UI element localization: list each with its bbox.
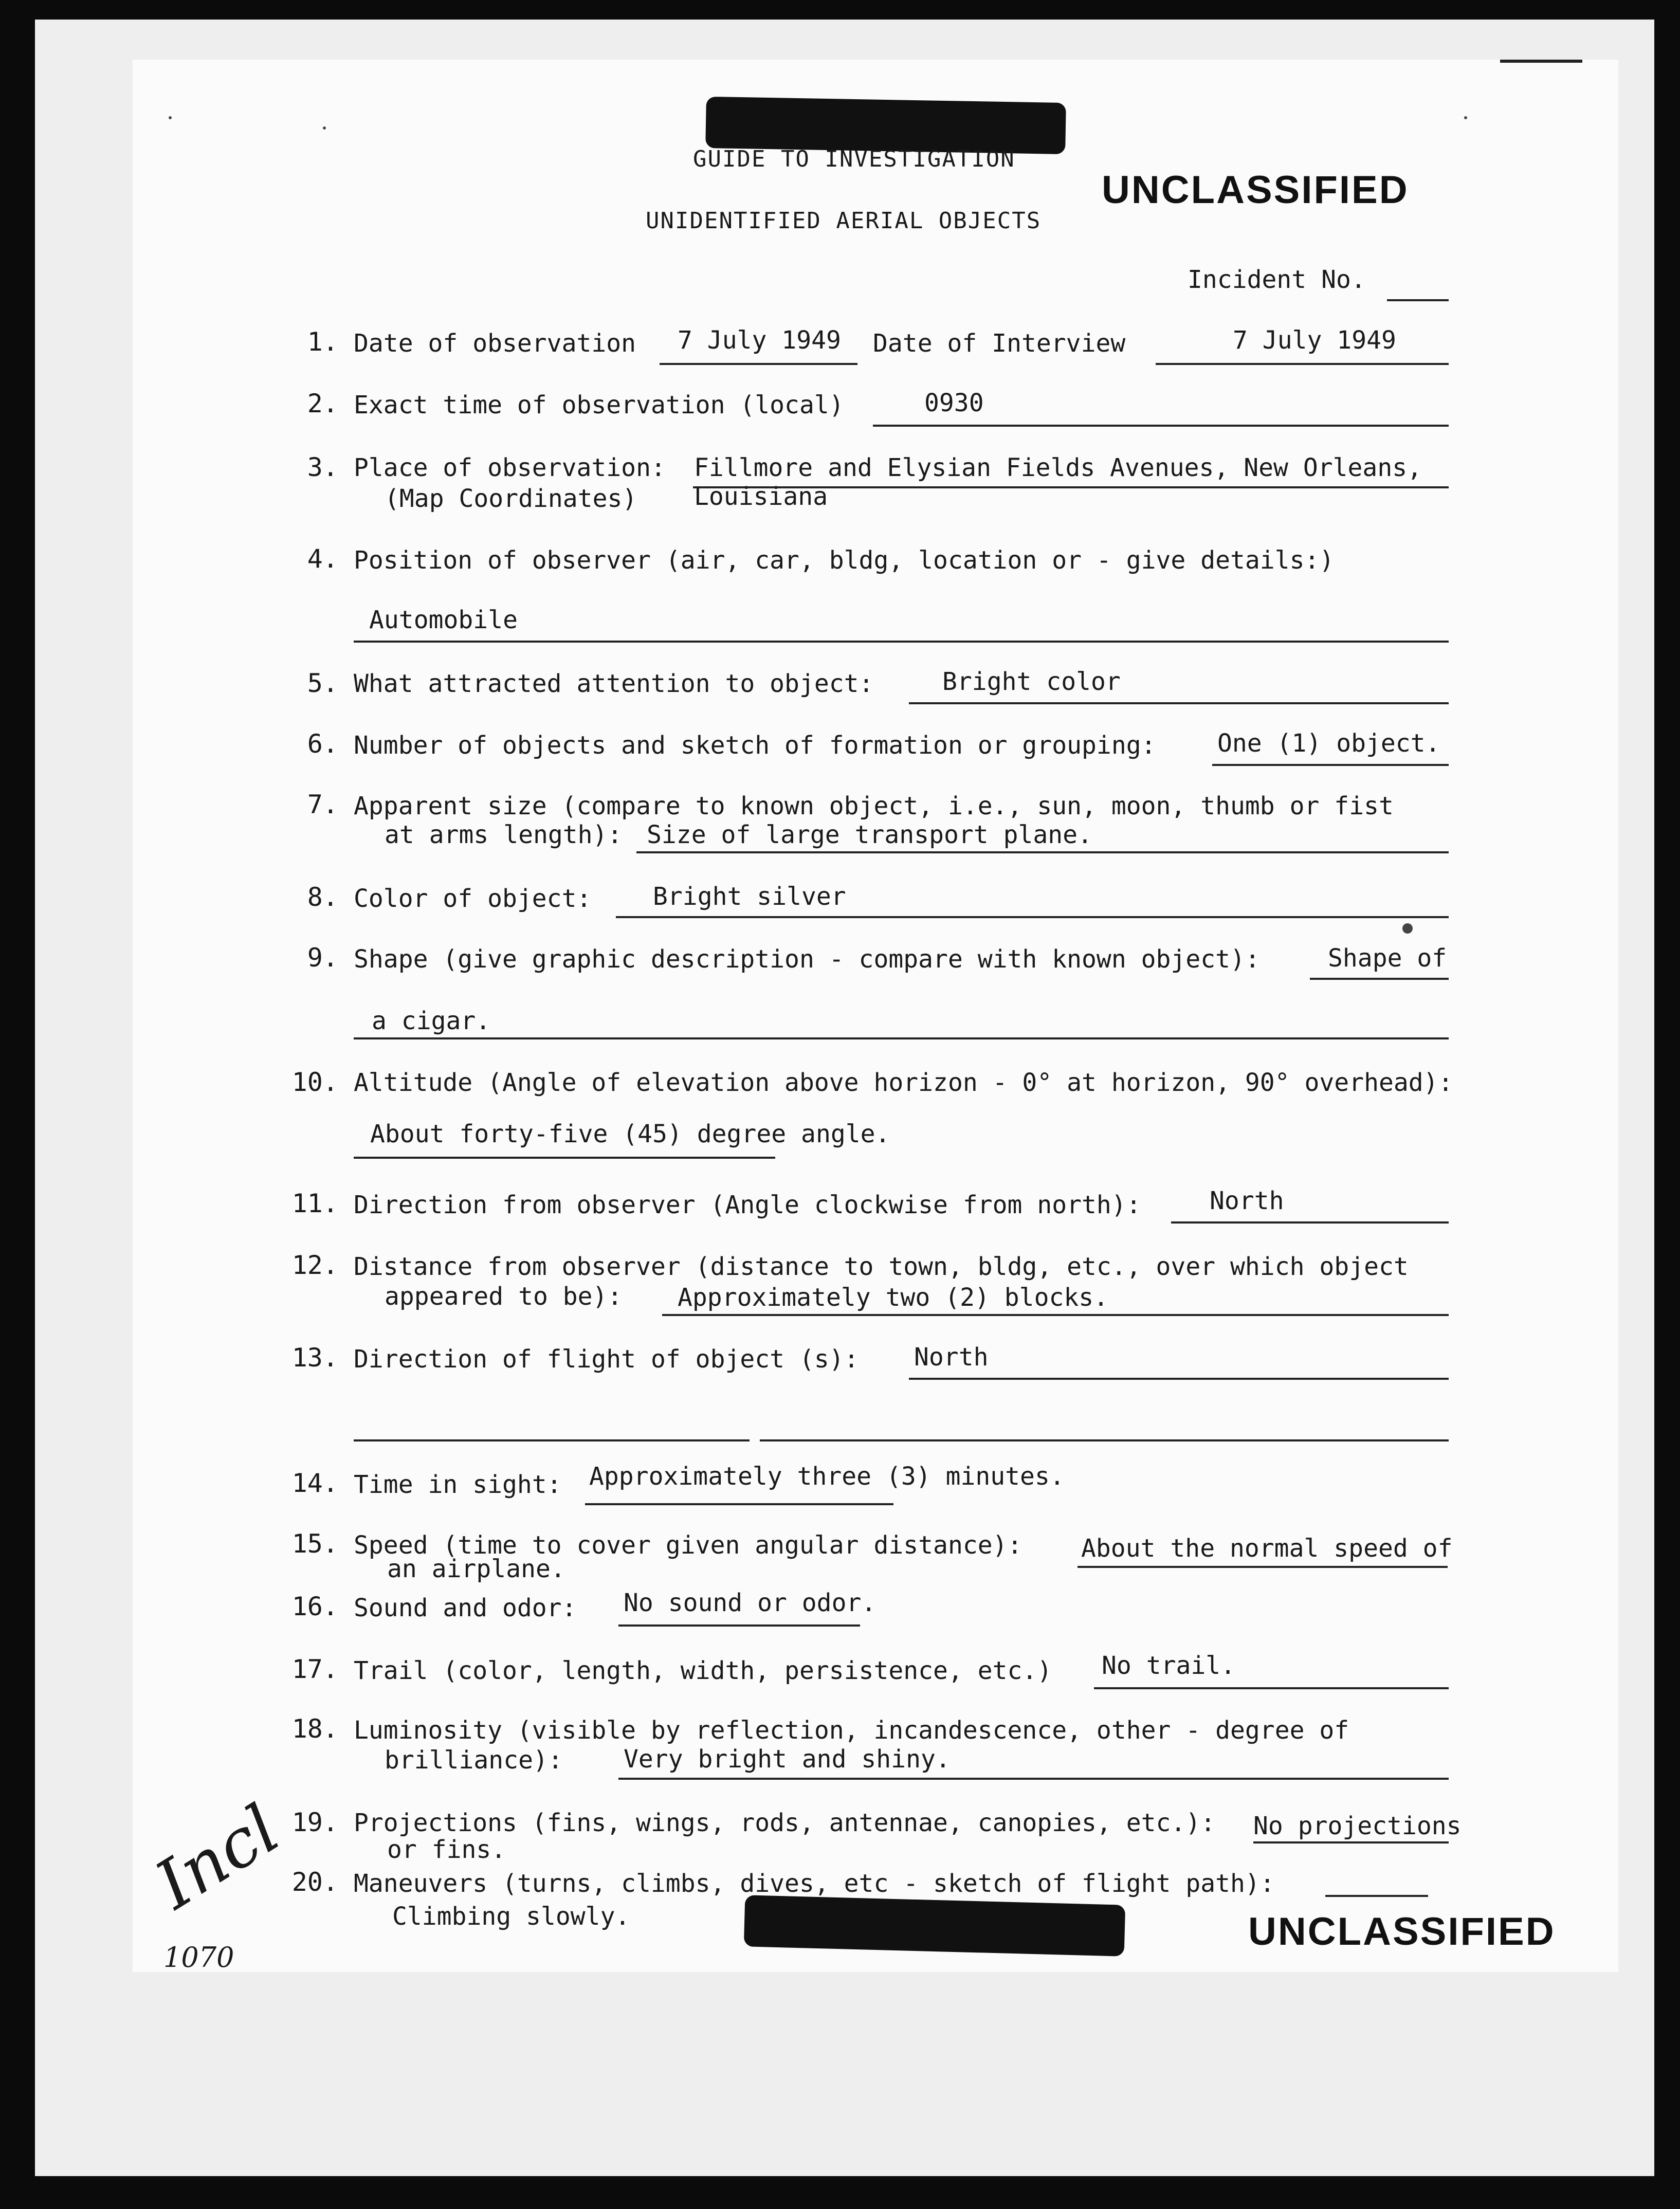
item-number: 13. — [291, 1343, 338, 1373]
item-answer: North — [914, 1343, 989, 1372]
classification-stamp-bottom: UNCLASSIFIED — [1248, 1910, 1556, 1954]
speck — [1464, 116, 1467, 119]
classification-stamp-top: UNCLASSIFIED — [1102, 168, 1409, 212]
answer-line — [354, 641, 1449, 643]
item-number: 12. — [291, 1250, 338, 1280]
item-answer: About forty-five (45) degree angle. — [370, 1120, 890, 1148]
item-label: Time in sight: — [354, 1470, 562, 1499]
item-answer: 0930 — [924, 389, 984, 417]
item-label: Luminosity (visible by reflection, incandescence, other - degree of — [354, 1716, 1349, 1745]
speck — [169, 116, 172, 119]
item-label: Place of observation: — [354, 453, 666, 482]
item-answer: 7 July 1949 — [678, 326, 841, 355]
answer-line — [760, 1439, 1449, 1441]
item-label: Distance from observer (distance to town, bldg, etc., over which object — [354, 1252, 1409, 1281]
item-label: brilliance): — [385, 1746, 563, 1775]
item-number: 18. — [291, 1714, 338, 1744]
answer-line — [660, 363, 857, 365]
item-label: Apparent size (compare to known object, i.e., sun, moon, thumb or fist — [354, 792, 1394, 820]
redaction-bar-bottom — [744, 1895, 1125, 1956]
item-number: 3. — [307, 452, 338, 482]
document-page — [133, 60, 1618, 1972]
item-label: Trail (color, length, width, persistence, etc.) — [354, 1656, 1052, 1685]
item-answer: 7 July 1949 — [1233, 326, 1396, 355]
answer-line — [618, 1778, 1449, 1780]
item-answer: About the normal speed of — [1081, 1534, 1453, 1563]
item-label: What attracted attention to object: — [354, 669, 874, 698]
answer-line — [662, 1314, 1449, 1316]
item-answer: No projections — [1253, 1812, 1462, 1840]
item-label: or fins. — [387, 1835, 506, 1864]
answer-line — [1078, 1566, 1448, 1568]
item-answer: Size of large transport plane. — [647, 820, 1092, 849]
item-label: Direction of flight of object (s): — [354, 1345, 859, 1374]
item-answer: No sound or odor. — [624, 1589, 876, 1617]
item-number: 19. — [291, 1808, 338, 1837]
form-title: UNIDENTIFIED AERIAL OBJECTS — [646, 208, 1042, 234]
item-label: an airplane. — [387, 1555, 565, 1583]
answer-line — [354, 1439, 750, 1441]
answer-line — [354, 1037, 1449, 1039]
answer-line — [616, 916, 1449, 918]
item-answer: Approximately two (2) blocks. — [678, 1283, 1109, 1312]
item-number: 10. — [291, 1067, 338, 1097]
incident-number-line — [1387, 299, 1449, 301]
answer-line — [1171, 1221, 1449, 1224]
item-label: Date of Interview — [873, 329, 1126, 358]
item-label: Sound and odor: — [354, 1594, 577, 1622]
answer-line — [1253, 1841, 1449, 1843]
answer-line — [909, 1378, 1449, 1380]
item-label: (Map Coordinates) — [385, 484, 637, 513]
item-label: Projections (fins, wings, rods, antennae, canopies, etc.): — [354, 1809, 1216, 1837]
handwritten-reference-number: 1070 — [163, 1941, 234, 1974]
item-number: 17. — [291, 1654, 338, 1684]
speck — [1402, 923, 1413, 934]
answer-line — [636, 851, 1449, 853]
item-number: 8. — [307, 882, 338, 912]
item-label: Position of observer (air, car, bldg, location or - give details:) — [354, 546, 1335, 575]
item-answer: Approximately three (3) minutes. — [589, 1462, 1065, 1491]
answer-line — [585, 1503, 893, 1505]
item-answer: a cigar. — [372, 1007, 491, 1035]
item-answer: Bright silver — [653, 882, 846, 911]
item-number: 4. — [307, 544, 338, 574]
item-answer: North — [1210, 1186, 1284, 1215]
item-number: 9. — [307, 943, 338, 973]
item-number: 16. — [291, 1592, 338, 1621]
item-label: Maneuvers (turns, climbs, dives, etc - sketch of flight path): — [354, 1869, 1275, 1898]
item-answer: Bright color — [942, 667, 1121, 696]
item-label: Color of object: — [354, 884, 592, 913]
guide-title: GUIDE TO INVESTIGATION — [693, 146, 1015, 172]
item-number: 6. — [307, 729, 338, 759]
answer-line — [1156, 363, 1449, 365]
item-number: 7. — [307, 790, 338, 819]
item-answer: Shape of — [1328, 944, 1447, 973]
item-label: at arms length): — [385, 820, 623, 849]
item-number: 15. — [291, 1529, 338, 1559]
edge-rule — [1500, 60, 1582, 63]
item-number: 20. — [291, 1867, 338, 1897]
speck — [323, 126, 326, 130]
item-answer: Louisiana — [694, 482, 828, 511]
item-answer: One (1) object. — [1217, 729, 1440, 758]
handwritten-inclosure-note: Incl — [142, 1790, 293, 1924]
item-number: 1. — [307, 327, 338, 357]
item-label: Exact time of observation (local) — [354, 391, 844, 419]
item-answer: No trail. — [1102, 1651, 1236, 1680]
item-label: Altitude (Angle of elevation above horizon - 0° at horizon, 90° overhead): — [354, 1068, 1453, 1097]
answer-line — [1212, 764, 1449, 766]
item-number: 2. — [307, 389, 338, 418]
item-label: Date of observation — [354, 329, 636, 358]
answer-line — [1310, 978, 1449, 980]
item-label: Direction from observer (Angle clockwise from north): — [354, 1191, 1141, 1219]
answer-line — [1325, 1895, 1428, 1897]
item-number: 11. — [291, 1189, 338, 1218]
item-label: appeared to be): — [385, 1282, 623, 1311]
item-answer: Very bright and shiny. — [624, 1745, 951, 1774]
answer-line — [354, 1157, 775, 1159]
item-label: Speed (time to cover given angular distance): — [354, 1531, 1022, 1560]
answer-line — [1094, 1687, 1449, 1689]
item-label: Number of objects and sketch of formation or grouping: — [354, 731, 1156, 760]
answer-line — [618, 1624, 860, 1627]
item-number: 5. — [307, 668, 338, 698]
answer-line — [909, 702, 1449, 704]
item-number: 14. — [291, 1468, 338, 1498]
item-answer: Fillmore and Elysian Fields Avenues, New Orleans, — [694, 453, 1422, 482]
answer-line — [873, 425, 1449, 427]
incident-number-label: Incident No. — [1188, 265, 1366, 294]
item-answer: Climbing slowly. — [392, 1902, 630, 1931]
item-label: Shape (give graphic description - compare with known object): — [354, 945, 1260, 974]
item-answer: Automobile — [369, 606, 518, 634]
